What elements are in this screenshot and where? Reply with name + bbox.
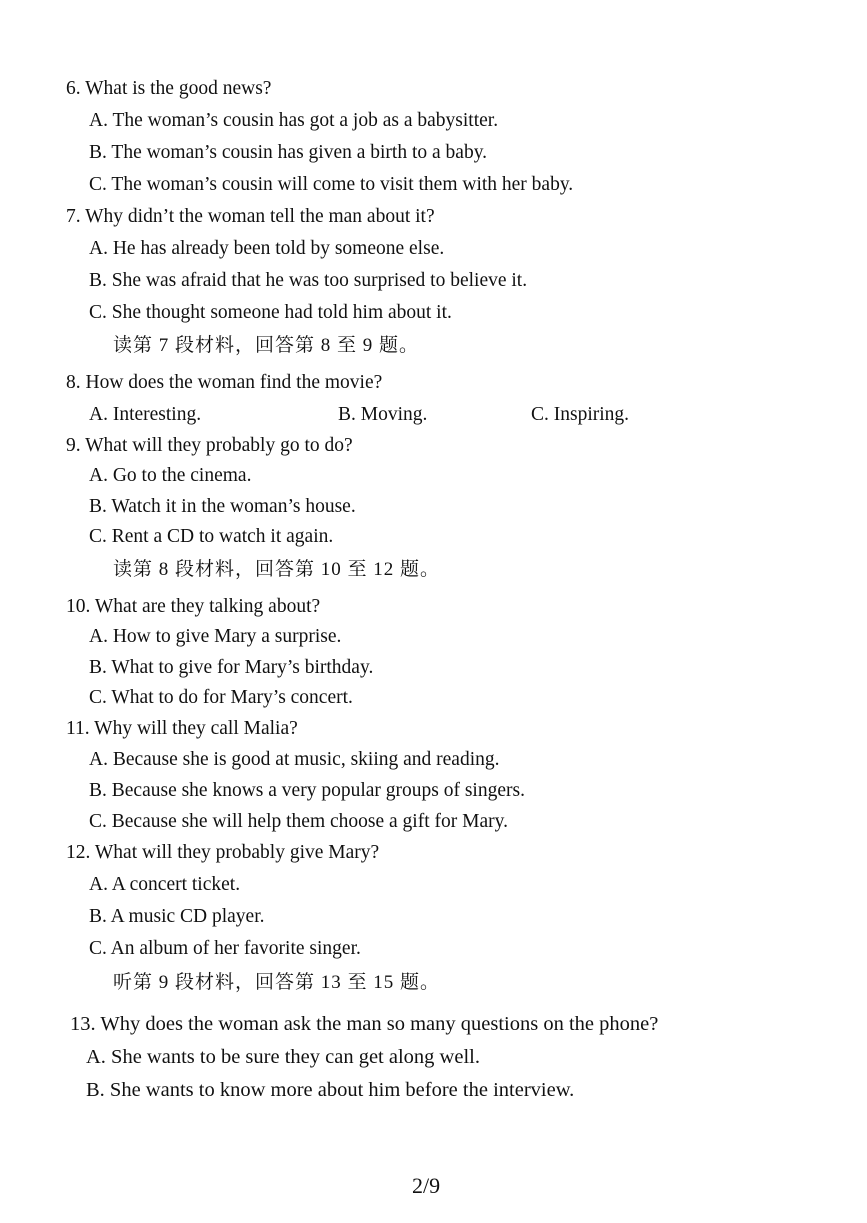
q10-option-b: B. What to give for Mary’s birthday.	[89, 657, 374, 678]
q6-option-c: C. The woman’s cousin will come to visit them with her baby.	[89, 174, 574, 195]
q9-option-b: B. Watch it in the woman’s house.	[89, 496, 356, 517]
section-instruction-9: 听第 9 段材料，回答第 13 至 15 题。	[113, 972, 441, 993]
question-11: 11. Why will they call Malia?	[66, 718, 298, 739]
q11-option-c: C. Because she will help them choose a gift for Mary.	[89, 811, 508, 832]
q12-option-b: B. A music CD player.	[89, 906, 265, 927]
question-12: 12. What will they probably give Mary?	[66, 842, 380, 863]
page-number: 2/9	[412, 1173, 441, 1198]
q6-option-b: B. The woman’s cousin has given a birth to a baby.	[89, 142, 488, 163]
q8-option-c: C. Inspiring.	[531, 404, 630, 425]
section-instruction-7: 读第 7 段材料，回答第 8 至 9 题。	[113, 335, 420, 356]
question-8: 8. How does the woman find the movie?	[66, 372, 383, 393]
q7-option-b: B. She was afraid that he was too surprised to believe it.	[89, 270, 528, 291]
q13-option-b: B. She wants to know more about him before the interview.	[86, 1079, 575, 1101]
q8-option-a: A. Interesting.	[89, 404, 202, 425]
q11-option-b: B. Because she knows a very popular groups of singers.	[89, 780, 525, 801]
q11-option-a: A. Because she is good at music, skiing and reading.	[89, 749, 500, 770]
q8-option-b: B. Moving.	[338, 404, 428, 425]
q10-option-a: A. How to give Mary a surprise.	[89, 626, 342, 647]
question-13: 13. Why does the woman ask the man so many questions on the phone?	[70, 1013, 659, 1035]
section-instruction-8: 读第 8 段材料，回答第 10 至 12 题。	[113, 559, 441, 580]
q9-option-a: A. Go to the cinema.	[89, 465, 252, 486]
question-10: 10. What are they talking about?	[66, 596, 321, 617]
question-9: 9. What will they probably go to do?	[66, 435, 353, 456]
q10-option-c: C. What to do for Mary’s concert.	[89, 687, 353, 708]
q7-option-a: A. He has already been told by someone else.	[89, 238, 445, 259]
q12-option-c: C. An album of her favorite singer.	[89, 938, 361, 959]
question-6: 6. What is the good news?	[66, 78, 272, 99]
q13-option-a: A. She wants to be sure they can get along well.	[86, 1046, 480, 1068]
q9-option-c: C. Rent a CD to watch it again.	[89, 526, 334, 547]
q12-option-a: A. A concert ticket.	[89, 874, 241, 895]
q7-option-c: C. She thought someone had told him about it.	[89, 302, 452, 323]
question-7: 7. Why didn’t the woman tell the man about it?	[66, 206, 435, 227]
q6-option-a: A. The woman’s cousin has got a job as a babysitter.	[89, 110, 499, 131]
